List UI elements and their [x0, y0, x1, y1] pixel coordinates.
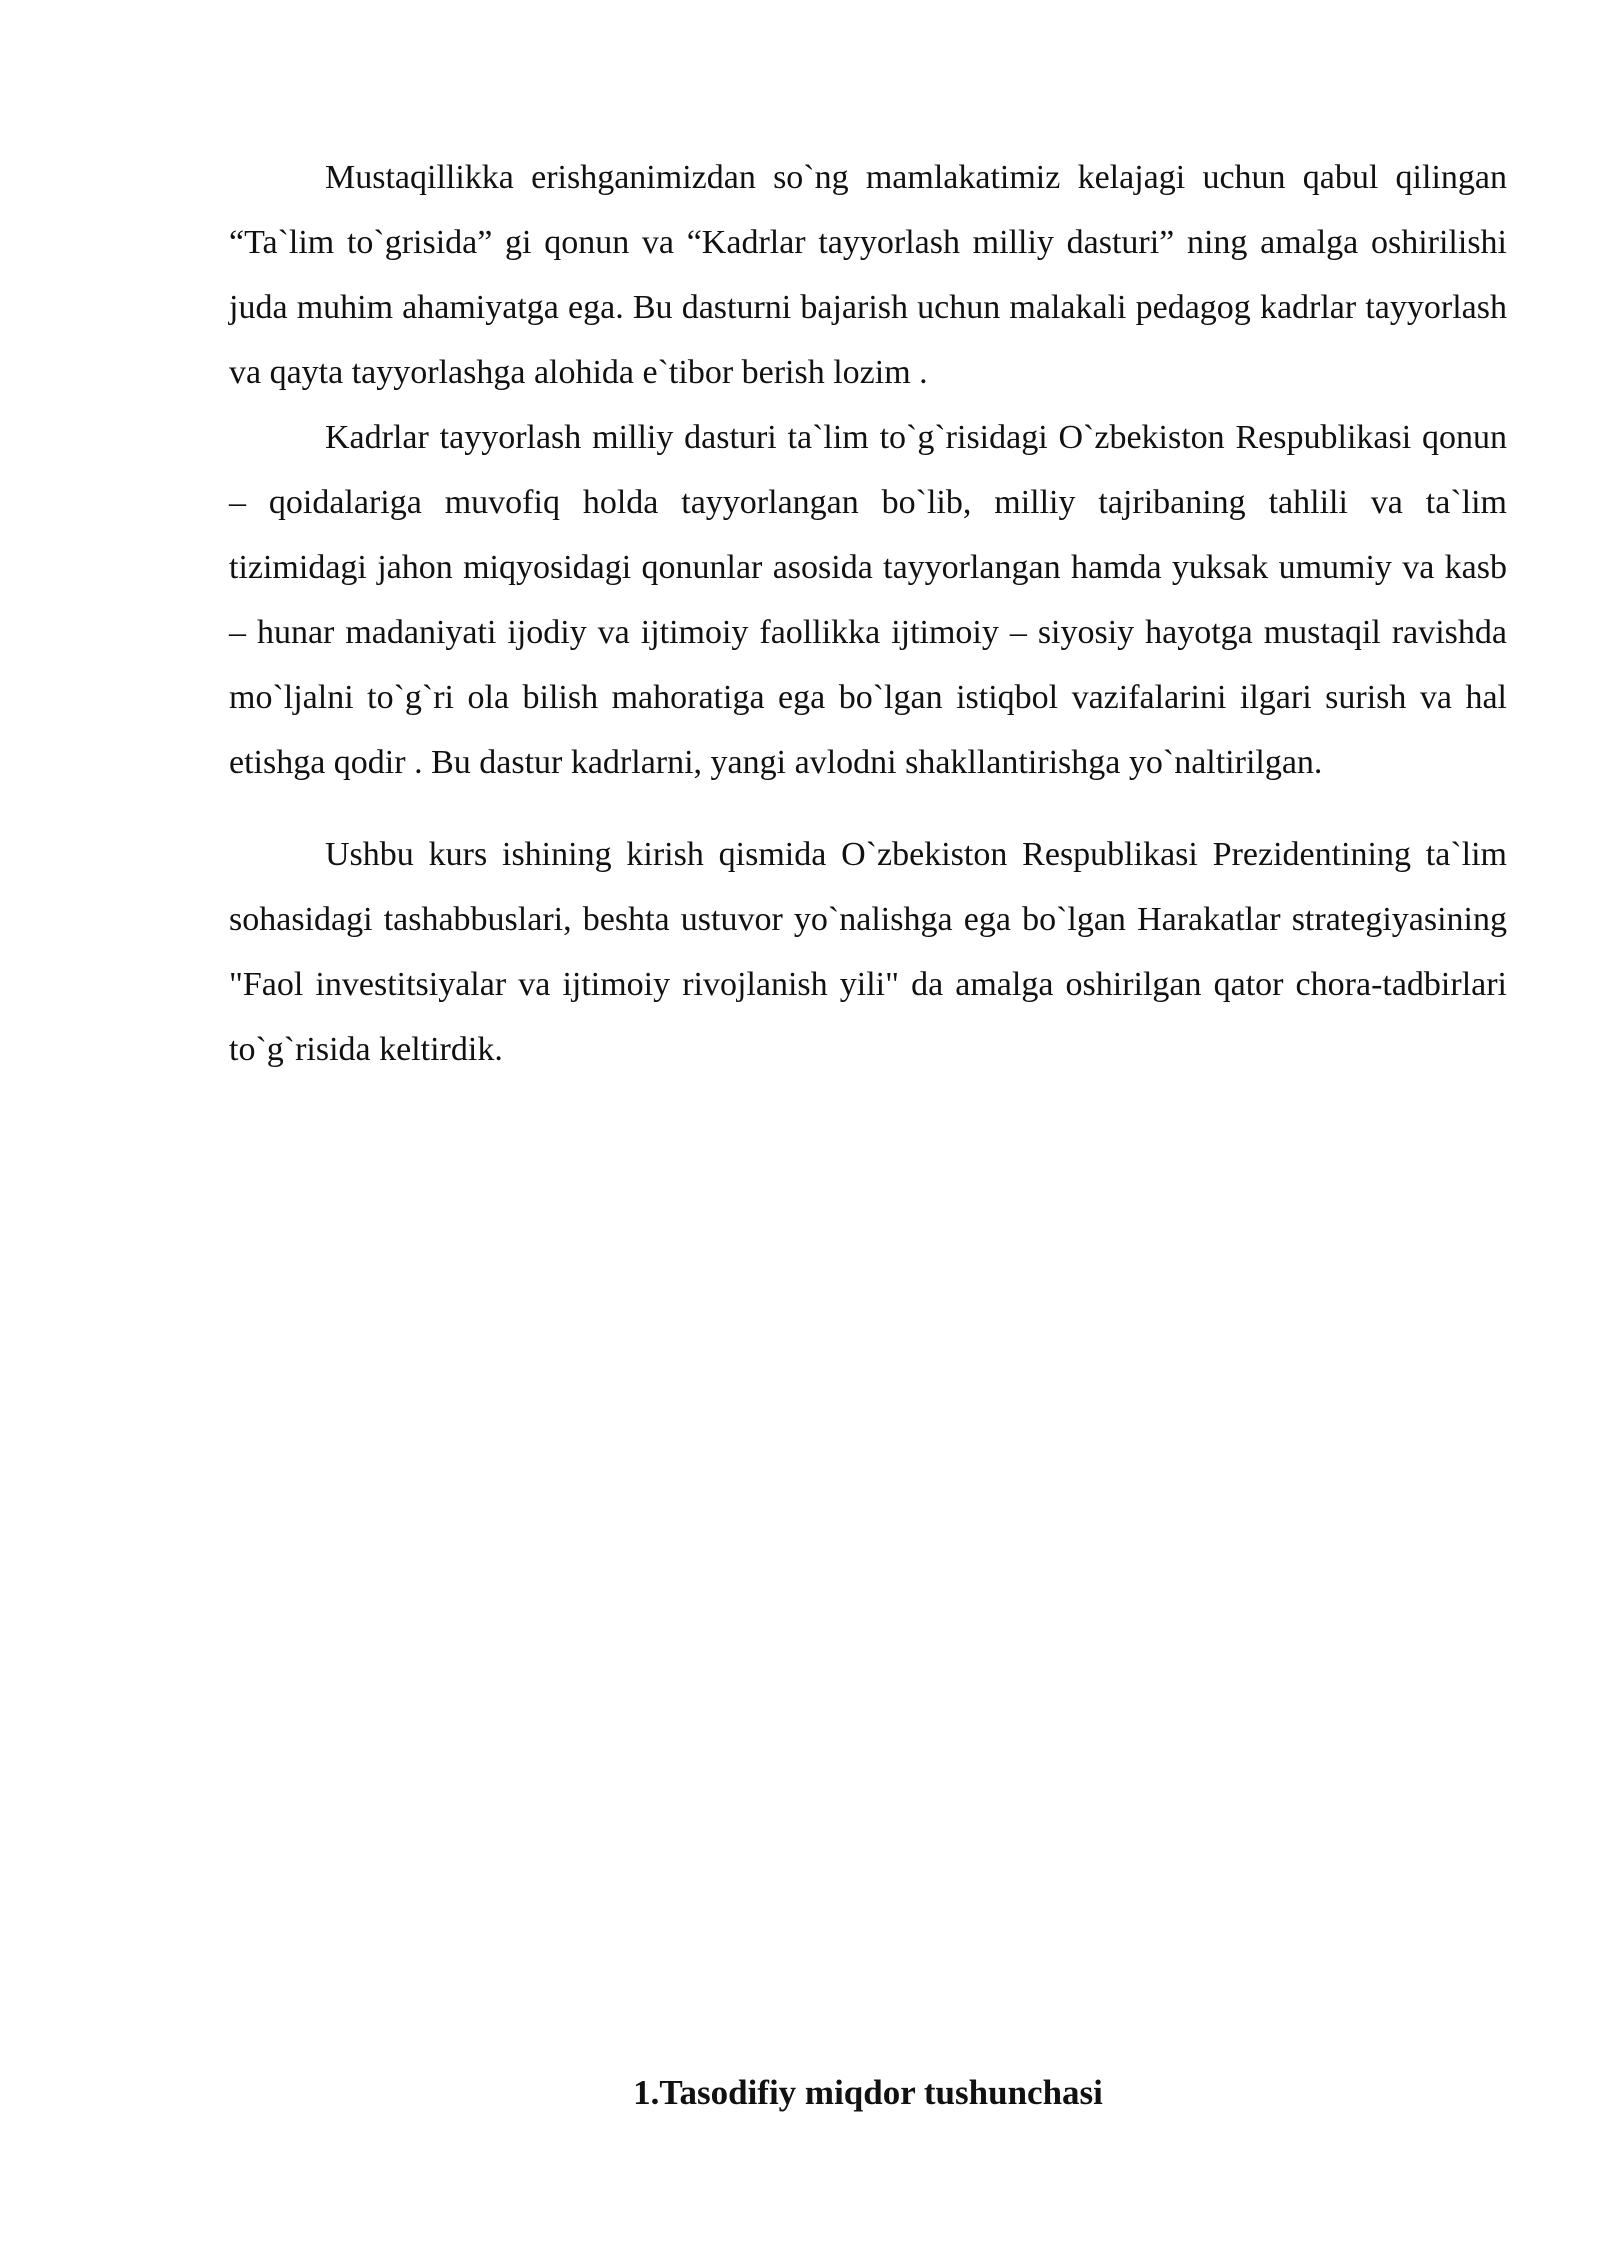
paragraph-national-program: Kadrlar tayyorlash milliy dasturi ta`lim to`g`risidagi O`zbekiston Respublikasi qonun – qoidalariga muvofiq holda tayyorlangan bo`lib, milliy tajribaning tahlili va ta`lim tizimidagi jahon miqyosidagi qonunlar asosida tayyorlangan hamda yuksak umumiy va kasb – hunar madaniyati ijodiy va ijtimoiy faollikka ijtimoiy – siyosiy hayotga mustaqil ravishda mo`ljalni to`g`ri ola bilish mahoratiga ega bo`lgan istiqbol vazifalarini ilgari surish va hal etishga qodir . Bu dastur kadrlarni, yangi avlodni shakllantirishga yo`naltirilgan. [229, 419, 1507, 781]
paragraph-intro: Mustaqillikka erishganimizdan so`ng mamlakatimiz kelajagi uchun qabul qilingan “Ta`lim to`grisida” gi qonun va “Kadrlar tayyorlash milliy dasturi” ning amalga oshirilishi juda muhim ahamiyatga ega. Bu dasturni bajarish uchun malakali pedagog kadrlar tayyorlash va qayta tayyorlashga alohida e`tibor berish lozim . [229, 159, 1507, 391]
body-text [229, 145, 1507, 1082]
section-heading: 1.Tasodifiy miqdor tushunchasi [633, 2073, 1103, 2112]
paragraph-course-work: Ushbu kurs ishining kirish qismida O`zbekiston Respublikasi Prezidentining ta`lim sohasidagi tashabbuslari, beshta ustuvor yo`nalishga ega bo`lgan Harakatlar strategiyasining "Faol investitsiyalar va ijtimoiy rivojlanish yili" da amalga oshirilgan qator chora-tadbirlari to`g`risida keltirdik. [229, 836, 1507, 1068]
